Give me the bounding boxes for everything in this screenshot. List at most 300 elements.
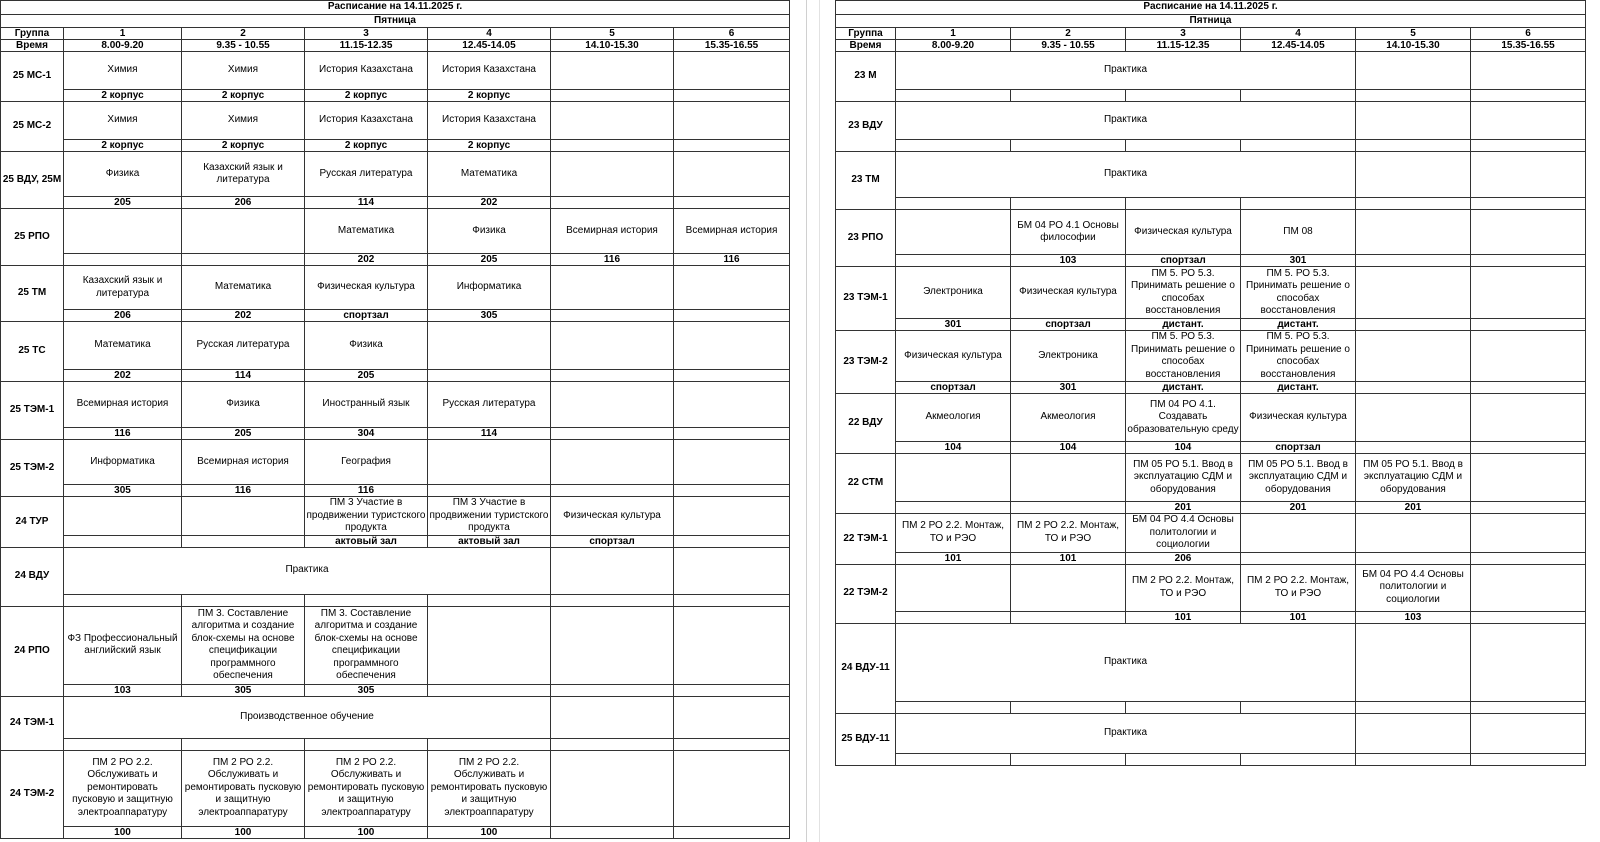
subject-cell [551,696,674,738]
room-cell: 101 [1126,611,1241,623]
room-cell [64,535,182,547]
room-cell: 201 [1126,502,1241,514]
room-cell: 116 [674,254,790,266]
schedule-title: Расписание на 14.11.2025 г. [836,1,1586,15]
period-number: 6 [674,28,790,40]
group-name: 23 ВДУ [836,102,896,152]
subject-cell [674,696,790,738]
room-cell [1126,90,1241,102]
merged-activity-cell: Практика [896,152,1356,198]
group-name: 23 М [836,52,896,102]
room-cell: спортзал [551,535,674,547]
room-cell [1471,442,1586,454]
room-cell: дистант. [1241,319,1356,331]
subject-cell [896,210,1011,255]
room-cell [1471,502,1586,514]
period-number: 1 [64,28,182,40]
room-cell [1356,198,1471,210]
subject-cell: Математика [64,322,182,370]
room-cell: 305 [64,485,182,497]
subject-cell: Математика [428,152,551,197]
room-cell: 305 [182,684,305,696]
subject-cell [1471,267,1586,319]
subject-cell [1356,514,1471,553]
subject-cell [896,564,1011,611]
period-number: 3 [305,28,428,40]
room-cell [674,594,790,606]
subject-cell: Русская литература [182,322,305,370]
room-cell: 301 [1241,255,1356,267]
subject-cell [551,750,674,826]
room-cell [674,370,790,382]
group-name: 25 ТС [1,322,64,382]
subject-cell: История Казахстана [305,52,428,90]
subject-cell [1471,713,1586,753]
room-cell [1471,611,1586,623]
group-name: 22 ТЭМ-2 [836,564,896,623]
subject-cell [428,606,551,684]
schedule-title: Расписание на 14.11.2025 г. [1,1,790,15]
room-cell [1356,382,1471,394]
room-cell: 100 [305,826,428,838]
subject-cell [674,152,790,197]
room-cell [64,738,182,750]
room-cell: 205 [428,254,551,266]
period-number: 6 [1471,28,1586,40]
sheet-divider [806,0,835,842]
subject-cell [1471,152,1586,198]
subject-cell [674,266,790,310]
room-cell: 201 [1241,502,1356,514]
room-cell: 201 [1356,502,1471,514]
subject-cell [551,152,674,197]
room-cell [1241,90,1356,102]
room-cell: спортзал [1241,442,1356,454]
room-cell: 304 [305,428,428,440]
room-cell [551,485,674,497]
schedule-table [0,0,790,839]
subject-cell: Русская литература [428,382,551,428]
room-cell: дистант. [1126,319,1241,331]
subject-cell [1471,52,1586,90]
room-cell [1011,140,1126,152]
room-cell: 2 корпус [428,140,551,152]
room-cell: 100 [64,826,182,838]
group-name: 24 ВДУ [1,547,64,606]
subject-cell [64,209,182,254]
room-cell [674,428,790,440]
group-name: 22 ТЭМ-1 [836,514,896,565]
room-cell [1356,255,1471,267]
room-cell: 114 [182,370,305,382]
subject-cell [551,102,674,140]
subject-cell [1471,210,1586,255]
subject-cell [1471,454,1586,502]
room-cell: спортзал [1126,255,1241,267]
room-cell: 114 [428,428,551,440]
room-cell: 202 [305,254,428,266]
subject-cell [674,322,790,370]
subject-cell [674,750,790,826]
group-name: 23 ТМ [836,152,896,210]
subject-cell [551,606,674,684]
subject-cell: ПМ 05 РО 5.1. Ввод в эксплуатацию СДМ и оборудования [1126,454,1241,502]
room-cell [551,197,674,209]
subject-cell: Физика [305,322,428,370]
group-name: 25 ВДУ-11 [836,713,896,765]
subject-cell: Всемирная история [674,209,790,254]
subject-cell [1356,331,1471,382]
room-cell: 116 [551,254,674,266]
group-name: 25 РПО [1,209,64,266]
period-number: 5 [551,28,674,40]
subject-cell: Акмеология [896,394,1011,442]
group-header: Группа [836,28,896,40]
subject-cell: ПМ 3 Участие в продвижении туристского продукта [306,497,426,533]
subject-cell [1011,454,1126,502]
room-cell: спортзал [896,382,1011,394]
subject-cell: Химия [64,52,182,90]
room-cell [428,684,551,696]
room-cell: 202 [182,310,305,322]
day-of-week: Пятница [836,14,1586,28]
room-cell [428,738,551,750]
subject-cell [1356,713,1471,753]
subject-cell: ПМ 5. РО 5.3. Принимать решение о способах восстановления [1241,267,1356,319]
room-cell: 2 корпус [305,90,428,102]
room-cell [674,826,790,838]
room-cell: 206 [1126,552,1241,564]
room-cell [182,738,305,750]
subject-cell: ПМ 2 РО 2.2. Обслуживать и ремонтировать пусковую и защитную электроаппаратуру [428,750,551,826]
subject-cell: География [305,440,428,485]
subject-cell: Физическая культура [305,266,428,310]
room-cell [551,370,674,382]
room-cell: 206 [64,310,182,322]
room-cell: 104 [1011,442,1126,454]
period-time: 9.35 - 10.55 [182,40,305,52]
room-cell [896,140,1011,152]
subject-cell: БМ 04 РО 4.4 Основы политологии и социологии [1356,564,1471,611]
subject-cell: ПМ 2 РО 2.2. Монтаж, ТО и РЭО [1126,564,1241,611]
room-cell: 101 [1241,611,1356,623]
subject-cell: ПМ 2 РО 2.2. Монтаж, ТО и РЭО [1241,564,1356,611]
room-cell [1356,442,1471,454]
merged-activity-cell: Производственное обучение [64,696,551,738]
room-cell: 301 [1011,382,1126,394]
period-time: 15.35-16.55 [1471,40,1586,52]
room-cell: 103 [64,684,182,696]
room-cell: 2 корпус [64,140,182,152]
room-cell [1356,319,1471,331]
room-cell [1471,701,1586,713]
room-cell [896,255,1011,267]
group-name: 25 ВДУ, 25М [1,152,64,209]
room-cell: 2 корпус [182,90,305,102]
group-name: 25 МС-1 [1,52,64,102]
subject-cell: Химия [182,52,305,90]
room-cell: 305 [305,684,428,696]
room-cell [1011,198,1126,210]
subject-cell [1471,623,1586,701]
subject-cell: Электроника [1011,331,1126,382]
room-cell: дистант. [1126,382,1241,394]
room-cell: 104 [1126,442,1241,454]
room-cell [305,738,428,750]
subject-cell [182,497,305,536]
room-cell [674,738,790,750]
subject-cell [551,382,674,428]
period-number: 5 [1356,28,1471,40]
subject-cell [182,209,305,254]
room-cell: 114 [305,197,428,209]
subject-cell: Казахский язык и литература [182,152,305,197]
period-time: 12.45-14.05 [1241,40,1356,52]
subject-cell: Русская литература [305,152,428,197]
subject-cell: История Казахстана [428,52,551,90]
subject-cell: ПМ 5. РО 5.3. Принимать решение о способах восстановления [1126,331,1241,382]
room-cell [674,535,790,547]
subject-cell: ПМ 3 Участие в продвижении туристского продукта [429,497,549,533]
subject-cell: ПМ 04 РО 4.1. Создавать образовательную среду [1126,394,1241,442]
period-number: 4 [1241,28,1356,40]
subject-cell: Всемирная история [182,440,305,485]
subject-cell [674,497,790,536]
room-cell [1471,140,1586,152]
room-cell [1126,140,1241,152]
subject-cell: Химия [64,102,182,140]
room-cell [305,594,428,606]
room-cell [1471,552,1586,564]
room-cell [896,198,1011,210]
subject-cell: Физическая культура [1011,267,1126,319]
subject-cell: Физика [428,209,551,254]
subject-cell [64,497,182,536]
room-cell [674,197,790,209]
subject-cell [1356,394,1471,442]
subject-cell [1471,394,1586,442]
subject-cell [674,606,790,684]
subject-cell [1356,267,1471,319]
room-cell: 103 [1011,255,1126,267]
subject-cell: БМ 04 РО 4.1 Основы философии [1011,210,1126,255]
room-cell [551,684,674,696]
room-cell [551,594,674,606]
room-cell [182,535,305,547]
subject-cell [551,547,674,594]
room-cell [1241,198,1356,210]
group-name: 25 МС-2 [1,102,64,152]
subject-cell: История Казахстана [305,102,428,140]
room-cell [1011,701,1126,713]
group-name: 23 ТЭМ-2 [836,331,896,394]
subject-cell: Физическая культура [896,331,1011,382]
subject-cell [1471,102,1586,140]
subject-cell: ПМ 5. РО 5.3. Принимать решение о способах восстановления [1241,331,1356,382]
room-cell: спортзал [305,310,428,322]
subject-cell [1471,564,1586,611]
subject-cell [1356,210,1471,255]
subject-cell: ПМ 2 РО 2.2. Обслуживать и ремонтировать пусковую и защитную электроаппаратуру [64,750,182,826]
room-cell: 206 [182,197,305,209]
room-cell: 103 [1356,611,1471,623]
room-cell [551,738,674,750]
room-cell [428,485,551,497]
subject-cell [1356,152,1471,198]
room-cell [674,90,790,102]
subject-cell: Информатика [64,440,182,485]
room-cell [182,254,305,266]
merged-activity-cell: Практика [896,52,1356,90]
subject-cell: Информатика [428,266,551,310]
subject-cell [896,454,1011,502]
room-cell: 116 [64,428,182,440]
room-cell [1126,753,1241,765]
room-cell: актовый зал [305,535,428,547]
subject-cell: ПМ 2 РО 2.2. Обслуживать и ремонтировать пусковую и защитную электроаппаратуру [182,750,305,826]
subject-cell: Всемирная история [64,382,182,428]
subject-cell: ПМ 2 РО 2.2. Монтаж, ТО и РЭО [1011,514,1126,553]
subject-cell [551,52,674,90]
room-cell [1356,90,1471,102]
time-header: Время [1,40,64,52]
merged-activity-cell: Практика [896,713,1356,753]
room-cell: 101 [1011,552,1126,564]
room-cell [674,684,790,696]
merged-activity-cell: Практика [64,547,551,594]
subject-cell: Акмеология [1011,394,1126,442]
room-cell [1011,502,1126,514]
room-cell [896,502,1011,514]
room-cell [896,701,1011,713]
room-cell [64,254,182,266]
subject-cell: ПМ 05 РО 5.1. Ввод в эксплуатацию СДМ и оборудования [1356,454,1471,502]
room-cell [1241,552,1356,564]
subject-cell: Химия [182,102,305,140]
room-cell: 202 [64,370,182,382]
period-time: 12.45-14.05 [428,40,551,52]
room-cell [551,826,674,838]
day-of-week: Пятница [1,14,790,28]
subject-cell [1471,331,1586,382]
schedule-sheet-right [835,0,1586,766]
schedule-sheet-left [0,0,790,839]
group-header: Группа [1,28,64,40]
room-cell [1356,753,1471,765]
room-cell [896,611,1011,623]
period-time: 9.35 - 10.55 [1011,40,1126,52]
period-time: 8.00-9.20 [896,40,1011,52]
room-cell [551,90,674,102]
subject-cell: ПМ 3. Составление алгоритма и создание блок-схемы на основе спецификации программного обеспечения [305,606,428,684]
room-cell [1356,701,1471,713]
room-cell: 116 [182,485,305,497]
room-cell [1356,552,1471,564]
subject-cell: ПМ 08 [1241,210,1356,255]
period-time: 11.15-12.35 [305,40,428,52]
room-cell: 205 [64,197,182,209]
room-cell: 101 [896,552,1011,564]
group-name: 24 ТЭМ-1 [1,696,64,750]
room-cell [674,485,790,497]
room-cell: 301 [896,319,1011,331]
period-number: 1 [896,28,1011,40]
period-number: 3 [1126,28,1241,40]
subject-cell [674,547,790,594]
subject-cell [1356,52,1471,90]
subject-cell: Электроника [896,267,1011,319]
subject-cell [674,440,790,485]
subject-cell [1471,514,1586,553]
subject-cell [674,102,790,140]
room-cell [896,753,1011,765]
room-cell [551,428,674,440]
room-cell: 205 [182,428,305,440]
subject-cell: БМ 04 РО 4.4 Основы политологии и социологии [1126,514,1241,553]
room-cell: спортзал [1011,319,1126,331]
subject-cell [1011,564,1126,611]
room-cell [1471,255,1586,267]
subject-cell [674,382,790,428]
room-cell: 202 [428,197,551,209]
period-time: 8.00-9.20 [64,40,182,52]
room-cell [1471,319,1586,331]
group-name: 23 ТЭМ-1 [836,267,896,331]
subject-cell [1241,514,1356,553]
subject-cell: Физика [182,382,305,428]
room-cell [1126,198,1241,210]
room-cell: актовый зал [428,535,551,547]
subject-cell: ПМ 05 РО 5.1. Ввод в эксплуатацию СДМ и оборудования [1241,454,1356,502]
room-cell [428,594,551,606]
room-cell [674,140,790,152]
room-cell [1011,753,1126,765]
room-cell [64,594,182,606]
period-time: 14.10-15.30 [551,40,674,52]
subject-cell [674,52,790,90]
period-time: 15.35-16.55 [674,40,790,52]
schedule-table [835,0,1586,766]
subject-cell: Математика [182,266,305,310]
room-cell [674,310,790,322]
room-cell: 205 [305,370,428,382]
room-cell [1011,611,1126,623]
room-cell: 2 корпус [428,90,551,102]
subject-cell [1356,102,1471,140]
room-cell [182,594,305,606]
room-cell [1126,701,1241,713]
subject-cell: Физическая культура [551,497,674,536]
group-name: 25 ТМ [1,266,64,322]
room-cell: 100 [182,826,305,838]
subject-cell: Казахский язык и литература [64,266,182,310]
subject-cell: ПМ 2 РО 2.2. Монтаж, ТО и РЭО [896,514,1011,553]
room-cell [1471,90,1586,102]
period-number: 2 [1011,28,1126,40]
room-cell [428,370,551,382]
merged-activity-cell: Практика [896,102,1356,140]
room-cell [1011,90,1126,102]
room-cell: 104 [896,442,1011,454]
time-header: Время [836,40,896,52]
subject-cell: Физика [64,152,182,197]
subject-cell [551,322,674,370]
subject-cell: Физическая культура [1126,210,1241,255]
subject-cell [428,440,551,485]
period-time: 11.15-12.35 [1126,40,1241,52]
room-cell: 2 корпус [182,140,305,152]
room-cell: 116 [305,485,428,497]
